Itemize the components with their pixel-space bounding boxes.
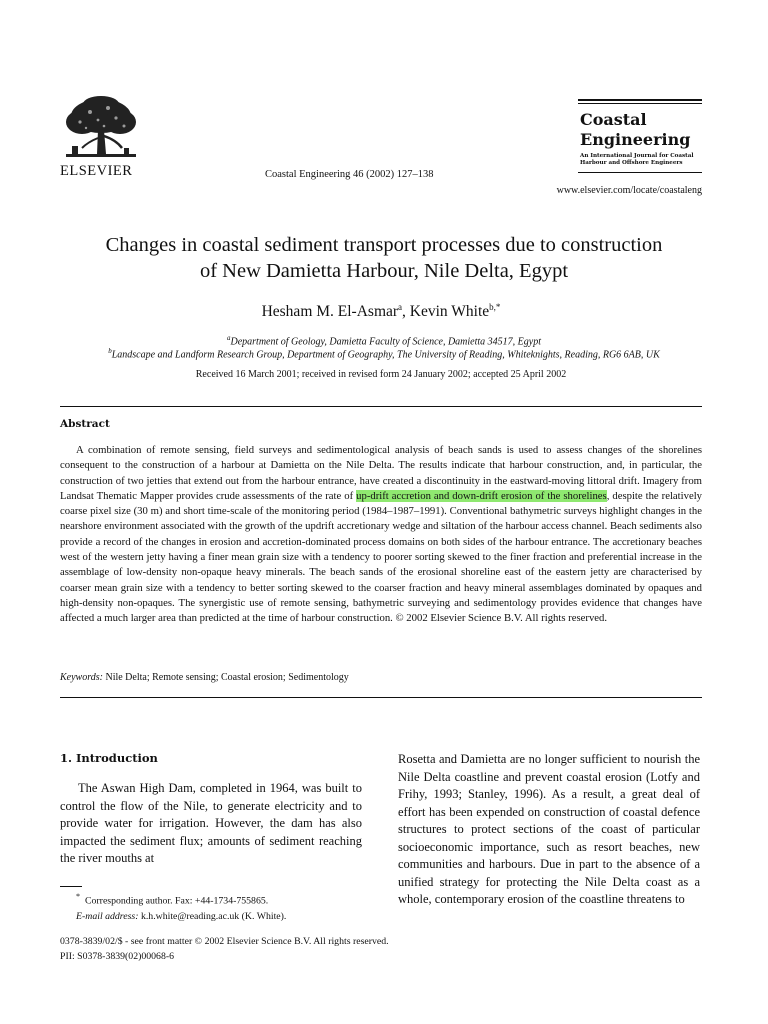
footnote-email-address[interactable]: k.h.white@reading.ac.uk (K. White). [138, 910, 287, 922]
journal-url[interactable]: www.elsevier.com/locate/coastaleng [556, 185, 702, 196]
journal-citation: Coastal Engineering 46 (2002) 127–138 [265, 169, 434, 180]
footer-pii: PII: S0378-3839(02)00068-6 [60, 950, 175, 962]
left-column-text [60, 780, 362, 868]
footnote-rule [60, 886, 82, 887]
abstract-bottom-rule [60, 697, 702, 698]
journal-name [580, 110, 690, 150]
author-1: Hesham M. El-Asmar [261, 303, 399, 321]
affiliation-a [40, 334, 728, 347]
section-heading-introduction: 1. Introduction [60, 751, 158, 765]
keywords-text: Nile Delta; Remote sensing; Coastal erosion; Sedimentology [102, 672, 349, 683]
received-dates: Received 16 March 2001; received in revised form 24 January 2002; accepted 25 April 2002 [195, 369, 567, 380]
article-title [40, 232, 728, 284]
journal-rule-top [578, 99, 702, 101]
affiliation-b-text: Landscape and Landform Research Group, Department of Geography, The University of Reading, Whiteknights, Reading, RG6 6AB, UK [111, 349, 660, 361]
author-separator: , [402, 303, 410, 321]
authors [60, 302, 702, 321]
keywords [60, 672, 702, 683]
right-paragraph: Rosetta and Damietta are no longer sufficient to nourish the Nile Delta coastline and prevent coastal erosion (Lotfy and Frihy, 1993; Stanley, 1996). As a result, a great deal of effort has been expended on construction of coastal defence structures to protect sections of the coast of particular socioeconomic importance, such as resort beaches, new communities and harbours. Due in part to the absence of a unified strategy for protecting the Nile Delta coast as a whole, contemporary erosion of the coastline threatens to [398, 752, 700, 906]
author-1-sup: a [398, 302, 403, 312]
affiliation-b-mark: b [108, 347, 112, 355]
journal-subtitle [580, 153, 704, 167]
footnote-email [60, 909, 362, 925]
page-footer [60, 935, 702, 964]
footnote [60, 889, 362, 924]
left-paragraph: The Aswan High Dam, completed in 1964, was built to control the flow of the Nile, to generate electricity and to provide water for irrigation. However, the dam has also impacted the sediment flux; amounts of sediment reaching the river mouths at [60, 781, 362, 865]
footnote-email-label: E-mail address: [76, 910, 139, 922]
keywords-label: Keywords: [60, 672, 103, 683]
right-column-text [398, 751, 700, 909]
journal-name-line1: Coastal [580, 110, 647, 129]
footnote-corresponding-text: Corresponding author. Fax: +44-1734-755865. [84, 895, 269, 907]
elsevier-tree-logo [60, 96, 142, 162]
abstract-body [60, 443, 702, 627]
author-2: Kevin White [409, 303, 490, 321]
journal-rule-top-thin [578, 103, 702, 104]
affiliation-a-text: Department of Geology, Damietta Faculty of Science, Damietta 34517, Egypt [230, 336, 541, 348]
footnote-mark: * [76, 892, 81, 901]
footnote-corresponding [60, 889, 362, 909]
author-2-sup: b,* [489, 302, 501, 312]
affiliation-b [40, 347, 728, 360]
title-line2: of New Damietta Harbour, Nile Delta, Egypt [199, 260, 569, 282]
journal-rule-bottom [578, 172, 702, 173]
abstract-highlight[interactable]: up-drift accretion and down-drift erosion of the shorelines [356, 489, 607, 502]
journal-name-line2: Engineering [580, 130, 691, 149]
affiliation-a-mark: a [227, 334, 231, 342]
footer-copyright: 0378-3839/02/$ - see front matter © 2002 Elsevier Science B.V. All rights reserved. [60, 936, 389, 947]
title-line1: Changes in coastal sediment transport processes due to construction [105, 234, 663, 256]
journal-subtitle-line1: An International Journal for Coastal [580, 153, 694, 159]
abstract-heading: Abstract [60, 418, 110, 430]
abstract-text-start: A combination of remote sensing, field surveys and sedimentological analysis of beach sands is used to assess changes of the shorelines consequent to the construction of a harbour at Damietta on the Nile Delta. The results indicate that harbour construction, and, in particular, the construction of two jetties that extend out from the harbour entrance, have created a discontinuity in the eastward-moving littoral drift. Imagery from Landsat Thematic Mapper provides crude assessments of the rate of [60, 444, 702, 502]
abstract-text-end: , despite the relatively coarse pixel size (30 m) and short time-scale of the monitoring period (1984–1987–1991). Conventional bathymetric surveys highlight changes in the nearshore environment associated with the growth of the updrift accretionary wedge and siltation of the harbour access channel. Beach sediments also provide a record of the changes in erosion and accretion-dominated process domains on both sides of the harbour entrance. The accretionary beaches west of the western jetty having a finer mean grain size with a tendency to poorer sorting skewed to the finer fraction and preferential increase in the assemblage of low-density non-opaque heavy minerals. The beach sands of the erosional shoreline east of the eastern jetty are characterised by coarser mean grain size with a tendency to better sorting skewed to the coarser fraction and heavy mineral assemblages dominated by opaques and high-density non-opaques. The synergistic use of remote sensing, bathymetric surveying and sedimentology provides evidence that changes have affected a much larger area than predicted at the time of harbour construction. © 2002 Elsevier Science B.V. All rights reserved. [60, 489, 703, 625]
journal-subtitle-line2: Harbour and Offshore Engineers [580, 160, 683, 166]
abstract-top-rule [60, 406, 702, 407]
publisher-name: ELSEVIER [60, 163, 133, 179]
